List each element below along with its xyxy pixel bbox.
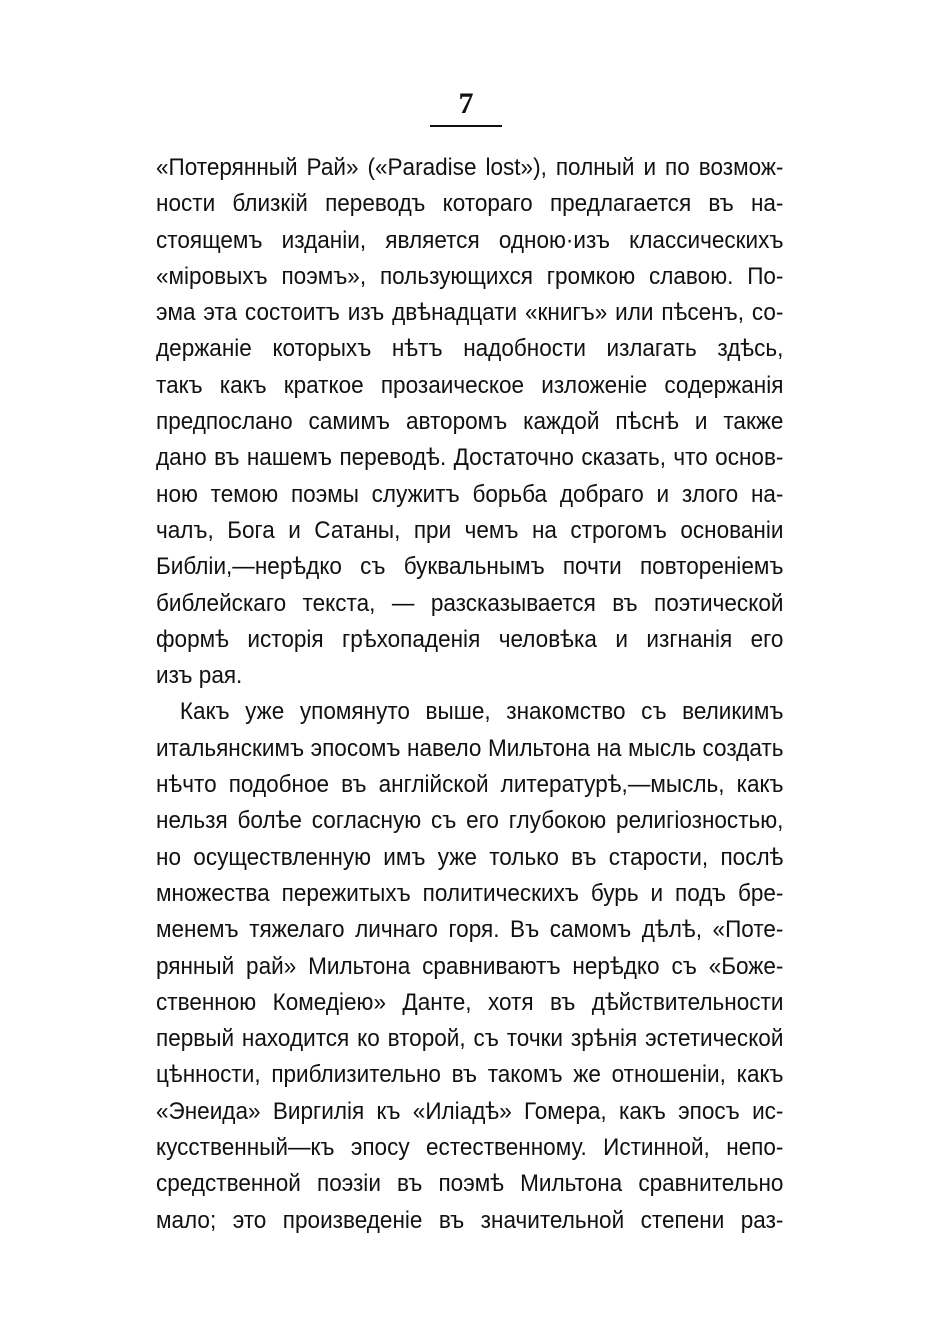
text-line: изъ рая.: [156, 662, 243, 690]
text-line: итальянскимъ эпосомъ навело Мильтона на мысль создать: [156, 734, 784, 762]
text-line: но осуществленную имъ уже только въ старости, послѣ: [156, 843, 784, 871]
body-text: [156, 150, 784, 1239]
text-line: мало; это произведеніе въ значительной степени раз-: [156, 1206, 784, 1234]
text-line: ною темою поэмы служитъ борьба добраго и злого на-: [156, 480, 784, 508]
text-line: дано въ нашемъ переводѣ. Достаточно сказать, что основ-: [156, 444, 784, 472]
page-number-rule: [430, 125, 502, 127]
text-line: библейскаго текста, — разсказывается въ поэтической: [156, 589, 784, 617]
text-line: средственной поэзіи въ поэмѣ Мильтона сравнительно: [156, 1170, 784, 1198]
paragraph: [156, 694, 784, 1238]
text-line: нельзя болѣе согласную съ его глубокою религіозностью,: [156, 807, 784, 835]
text-line: менемъ тяжелаго личнаго горя. Въ самомъ дѣлѣ, «Поте-: [156, 916, 784, 944]
text-line: рянный рай» Мильтона сравниваютъ нерѣдко съ «Боже-: [156, 952, 784, 980]
text-line: ности близкій переводъ котораго предлагается въ на-: [156, 190, 784, 218]
text-line: «Энеида» Виргилія къ «Иліадѣ» Гомера, какъ эпосъ ис-: [156, 1097, 784, 1125]
text-line: Библіи,—нерѣдко съ буквальнымъ почти повтореніемъ: [156, 553, 784, 581]
text-line: чалъ, Бога и Сатаны, при чемъ на строгомъ основаніи: [156, 516, 784, 544]
text-line: предпослано самимъ авторомъ каждой пѣснѣ и также: [156, 408, 784, 436]
text-line: нѣчто подобное въ англійской литературѣ,—мысль, какъ: [156, 771, 784, 799]
text-line: такъ какъ краткое прозаическое изложеніе содержанія: [156, 371, 784, 399]
text-line: «міровыхъ поэмъ», пользующихся громкою славою. По-: [156, 262, 784, 290]
text-line: кусственный—къ эпосу естественному. Истинной, непо-: [156, 1134, 784, 1162]
text-line: эма эта состоитъ изъ двѣнадцати «книгъ» или пѣсенъ, со-: [156, 299, 784, 327]
text-line: «Потерянный Рай» («Paradise lost»), полный и по возмож-: [156, 154, 784, 181]
text-line: ственною Комедіею» Данте, хотя въ дѣйствительности: [156, 988, 784, 1016]
text-line: держаніе которыхъ нѣтъ надобности излагать здѣсь,: [156, 335, 784, 363]
page-number: 7: [458, 87, 474, 120]
text-line: Какъ уже упомянуто выше, знакомство съ великимъ: [179, 698, 784, 726]
paragraph: [156, 150, 784, 694]
text-line: формѣ исторія грѣхопаденія человѣка и изгнанія его: [156, 625, 784, 653]
text-line: цѣнности, приблизительно въ такомъ же отношеніи, какъ: [156, 1061, 784, 1089]
text-line: множества пережитыхъ политическихъ бурь и подъ бре-: [156, 879, 784, 907]
text-line: стоящемъ изданіи, является одною·изъ классическихъ: [156, 226, 784, 254]
text-line: первый находится ко второй, съ точки зрѣнія эстетической: [156, 1025, 784, 1053]
